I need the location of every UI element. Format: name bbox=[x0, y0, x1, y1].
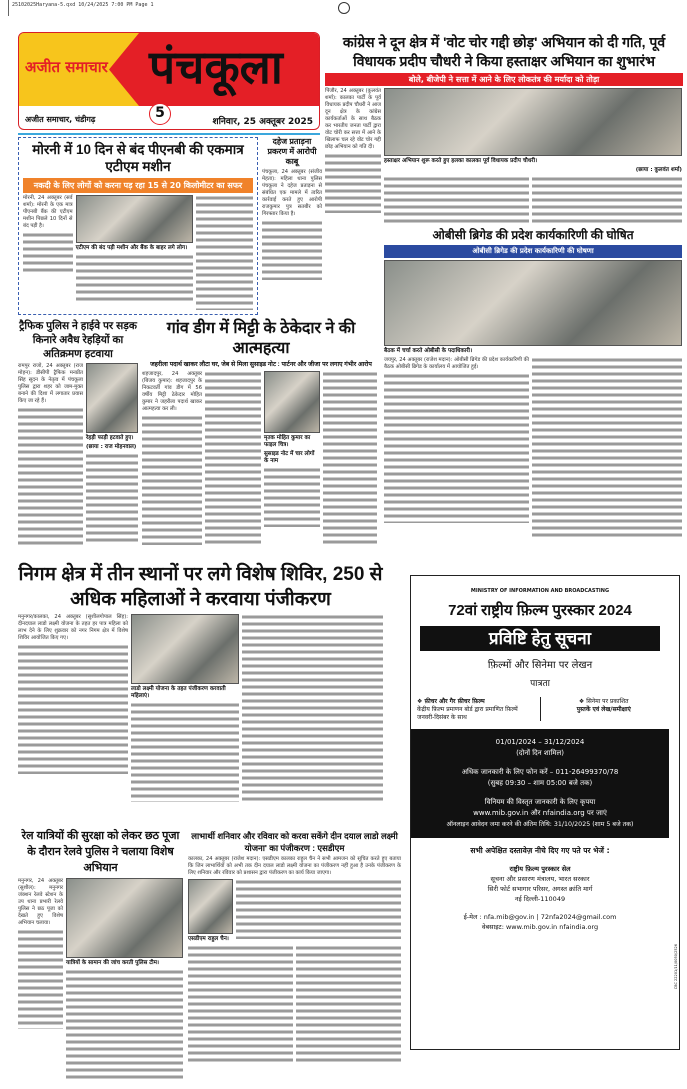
masthead bbox=[18, 32, 320, 130]
obc-photo bbox=[384, 260, 682, 346]
labharthi-body: कालका, 24 अक्तूबर (राजेश मदान): एसडीएम कालका राहुल चैन ने सभी आमजन को सूचित करते हुए बताया कि जिन लाभार्थियों को अभी तक दीन दयाल लाडो लक्ष्मी योजना का पंजीकरण नहीं हुआ है उनके पंजीकरण के लिए शनिवार और रविवार को प्रशासन द्वारा पंजीकरण का कार्य किया जाएगा। bbox=[188, 856, 401, 876]
ad-address-line: सूचना और प्रसारण मंत्रालय, भारत सरकार bbox=[490, 875, 590, 883]
traffic-caption: रेहड़ी फाड़ी हटवाते हुए। bbox=[86, 434, 134, 441]
nigam-story bbox=[18, 562, 383, 804]
ministry-logo: MINISTRY OF INFORMATION AND BROADCASTING bbox=[470, 588, 610, 594]
brand-name: अजीत समाचार bbox=[25, 58, 108, 76]
congress-photo bbox=[384, 88, 682, 156]
morni-story-box bbox=[18, 137, 258, 315]
ad-col2-title: ❖ सिनेमा पर प्रकाशित bbox=[578, 698, 629, 705]
labharthi-caption: एसडीएम राहुल चैन। bbox=[188, 936, 229, 942]
masthead-rule bbox=[18, 133, 320, 135]
dahej-headline: दहेज प्रताड़ना प्रकरण में आरोपी काबू bbox=[267, 137, 317, 166]
print-slug: 25102025Haryana-5.qxd 10/24/2025 7:00 PM Page 1 bbox=[12, 2, 154, 8]
ad-cell: राष्ट्रीय फ़िल्म पुरस्कार सेल bbox=[509, 865, 571, 873]
congress-credit: (छाया : कुलवंत शर्मा) bbox=[635, 167, 682, 173]
nigam-caption: लाडो लक्ष्मी योजना के तहत पंजीकरण करवाती महिलाएं। bbox=[131, 686, 226, 699]
deeg-headline: गांव डीग में मिट्टी के ठेकेदार ने की आत्महत्या bbox=[166, 319, 356, 357]
deeg-caption: मृतक मोहित कुमार का फाइल चित्र। bbox=[264, 434, 311, 448]
ad-address-line: सिरी फोर्ट सभागार परिसर, अगस्त क्रांति मार्ग bbox=[487, 885, 593, 893]
deeg-subhead: जहरीला पदार्थ खाकर लौटा घर, जेब से मिला सुसाइड नोट : पार्टनर और जीजा पर लगाए गंभीर आरोप bbox=[150, 360, 372, 368]
ad-col1-text: केंद्रीय फ़िल्म प्रमाणन बोर्ड द्वारा प्रमाणित फ़िल्में जनवरी-दिसंबर के साथ bbox=[417, 706, 518, 721]
deeg-subheading: सुसाइड नोट में चार लोगों के नाम bbox=[264, 450, 315, 464]
rail-story bbox=[18, 828, 183, 1079]
ad-period-note: (दोनों दिन शामिल) bbox=[516, 749, 564, 757]
edition-place: अजीत समाचार, चंडीगढ़ bbox=[25, 115, 96, 124]
deeg-photo bbox=[264, 371, 320, 433]
film-awards-advertisement bbox=[410, 575, 680, 1050]
morni-photo bbox=[76, 195, 193, 243]
ad-title: 72वां राष्ट्रीय फ़िल्म पुरस्कार 2024 bbox=[448, 602, 632, 619]
traffic-headline: ट्रैफिक पुलिस ने हाईवे पर सड़क किनारे अवैध रेहड़ियों का अतिक्रमण हटवाया bbox=[19, 319, 137, 360]
ad-hours: (सुबह 09:30 – शाम 05:00 बजे तक) bbox=[487, 779, 593, 787]
ad-address-line: नई दिल्ली-110049 bbox=[514, 895, 566, 903]
dahej-body: पंचकूला, 24 अक्तूबर (संजीव मेहता): महिला थाना पुलिस पंचकूला ने दहेज प्रताड़ना से संबंधित एक मामले में त्वरित कार्रवाई करते हुए आरोपी राजकुमार पुत्र सतबीर को गिरफ्तार किया है। bbox=[262, 169, 322, 217]
traffic-body: रामपुर राजो, 24 अक्तूबर (राज मोहन): डीसीपी ट्रैफिक मनप्रीत सिंह सूदन के नेतृत्व में पंचकूला पुलिस द्वारा शहर को जाम-मुक्त बनाने की दिशा में लगातार प्रयास किए जा रहे हैं। bbox=[18, 362, 83, 404]
nigam-photo bbox=[131, 614, 239, 684]
ad-code: CBC 22201/11/0050/2526 bbox=[674, 943, 678, 989]
dahej-story bbox=[262, 137, 322, 280]
traffic-credit: (छाया : राज मोहनवाल) bbox=[86, 443, 137, 450]
deeg-body: शहजादपुर, 24 अक्तूबर (बिजय कुमार): शहजादपुर के निकटवर्ती गांव डीग में 56 वर्षीय मिट्टी ठेकेदार मोहित कुमार ने जहरीला पदार्थ खाकर आत्महत्या कर ली। bbox=[142, 370, 202, 412]
ad-email: ई-मेल : nfa.mib@gov.in | 72nfa2024@gmail.com bbox=[463, 913, 617, 921]
labharthi-headline: लाभार्थी शनिवार और रविवार को करवा सकेंगे दीन दयाल लाडो लक्ष्मी योजना' का पंजीकरण : एसडीएम bbox=[191, 831, 398, 853]
morni-headline: मोरनी में 10 दिन से बंद पीएनबी की एकमात्र एटीएम मशीन bbox=[32, 142, 244, 174]
obc-banner: ओबीसी ब्रिगेड की प्रदेश कार्यकारिणी की घोषणा bbox=[384, 245, 682, 258]
traffic-story bbox=[18, 319, 138, 547]
nigam-body: मनुनगर/कालका, 24 अक्तूबर (सुशीलगोपाल सिंह): दीनदयाल लाडो लक्ष्मी योजना के तहत हर पात्र महिला को लाभ देने के लिए शुक्रवार को नगर निगम क्षेत्र में विशेष शिविर आयोजित किए गए। bbox=[18, 614, 128, 641]
edition-date: शनिवार, 25 अक्तूबर 2025 bbox=[212, 117, 313, 127]
rail-headline: रेल यात्रियों की सुरक्षा को लेकर छठ पूजा के दौरान रेलवे पुलिस ने चलाया विशेष अभियान bbox=[21, 830, 180, 874]
ad-eligibility: पात्रता bbox=[530, 679, 550, 689]
ad-col2-text: पुस्तकें एवं लेख/समीक्षाएं bbox=[576, 706, 631, 713]
labharthi-photo bbox=[188, 879, 233, 934]
page-number: 5 bbox=[149, 103, 171, 125]
congress-subhead: बोले, बीजेपी ने सत्ता में आने के लिए लोकतंत्र की मर्यादा को तोड़ा bbox=[325, 73, 683, 86]
edition-city: पंचकूला bbox=[149, 40, 283, 94]
obc-caption: बैठक में चर्चा करते ओबीसी के पदाधिकारी। bbox=[384, 348, 473, 354]
rail-caption: यात्रियों के सामान की जांच करती पुलिस टीम। bbox=[66, 960, 160, 966]
ad-notice: प्रविष्टि हेतु सूचना bbox=[420, 626, 660, 651]
ad-col1-title: ❖ फ़ीचर और गैर फ़ीचर फ़िल्म bbox=[417, 698, 485, 705]
ad-subtitle: फ़िल्मों और सिनेमा पर लेखन bbox=[487, 660, 593, 671]
obc-body: जयपुर, 24 अक्तूबर (राजेश मदान): ओबीसी ब्रिगेड की प्रदेश कार्यकारिणी की बैठक ओबीसी ब्रिगेड के कार्यालय में आयोजित हुई। bbox=[384, 357, 529, 370]
labharthi-story bbox=[188, 830, 401, 1065]
rail-body: मनुनगर, 24 अक्तूबर (सुशील): मनुनगर जंक्शन रेलवे स्टेशन के उप थाना प्रभारी रेलवे पुलिस ने छठ पूजा को देखते हुए विशेष अभियान चलाया। bbox=[18, 878, 63, 926]
morni-body: मोरनी, 24 अक्तूबर (सर्व शर्मा): मोरनी के एक मात्र पीएनबी बैंक की एटीएम मशीन पिछले 10 दिनों से बंद पड़ी है। bbox=[23, 194, 73, 229]
obc-headline: ओबीसी ब्रिगेड की प्रदेश कार्यकारिणी की घोषित bbox=[432, 228, 634, 242]
nigam-headline: निगम क्षेत्र में तीन स्थानों पर लगे विशेष शिविर, 250 से अधिक महिलाओं ने करवाया पंजीकरण bbox=[18, 564, 383, 610]
congress-caption: हस्ताक्षर अभियान शुरू करते हुए हलका कालका पूर्व विधायक प्रदीप चौधरी। bbox=[384, 158, 538, 164]
ad-period: 01/01/2024 – 31/12/2024 bbox=[495, 738, 585, 746]
morni-subhead: नकदी के लिए लोगों को करना पड़ रहा 15 से 20 किलोमीटर का सफर bbox=[23, 178, 253, 193]
ad-send: सभी अपेक्षित दस्तावेज़ नीचे दिए गए पते पर भेजें : bbox=[470, 846, 610, 855]
congress-headline: कांग्रेस ने दून क्षेत्र में 'वोट चोर गद्दी छोड़' अभियान को दी गति, पूर्व विधायक प्रदीप चौधरी ने किया हस्ताक्षर अभियान का शुभारंभ bbox=[342, 34, 666, 69]
ad-deadline: ऑनलाइन आवेदन जमा करने की अंतिम तिथि: 31/10/2025 (शाम 5 बजे तक) bbox=[446, 821, 634, 828]
congress-body: पिंजौर, 24 अक्तूबर (कुलवंत शर्मा): कालका पार्टी के पूर्व विधायक प्रदीप चौधरी ने आज दून क्षेत्र के कांग्रेस कार्यकर्ताओं के साथ बैठक कर भारतीय जनता पार्टी द्वारा वोट चोरी कर सत्ता में आने के खिलाफ चल रहे वोट चोर गद्दी छोड़ अभियान को गति दी। bbox=[325, 88, 381, 150]
ad-phone: अधिक जानकारी के लिए फोन करें – 011-26499370/78 bbox=[461, 768, 619, 776]
rail-photo bbox=[66, 878, 183, 958]
deeg-story bbox=[142, 319, 380, 546]
ad-sites: www.mib.gov.in और nfaindia.org पर जाएं bbox=[473, 809, 607, 817]
traffic-photo bbox=[86, 363, 138, 433]
morni-caption: एटीएम की बंद पड़ी मशीन और बैंक के बाहर लगे लोग। bbox=[75, 244, 188, 251]
ad-website: वेबसाइट: www.mib.gov.in nfaindia.org bbox=[481, 923, 599, 931]
registration-mark bbox=[338, 2, 350, 14]
crop-mark bbox=[8, 0, 9, 16]
ad-rules: विनियम की विस्तृत जानकारी के लिए कृपया bbox=[484, 798, 596, 806]
